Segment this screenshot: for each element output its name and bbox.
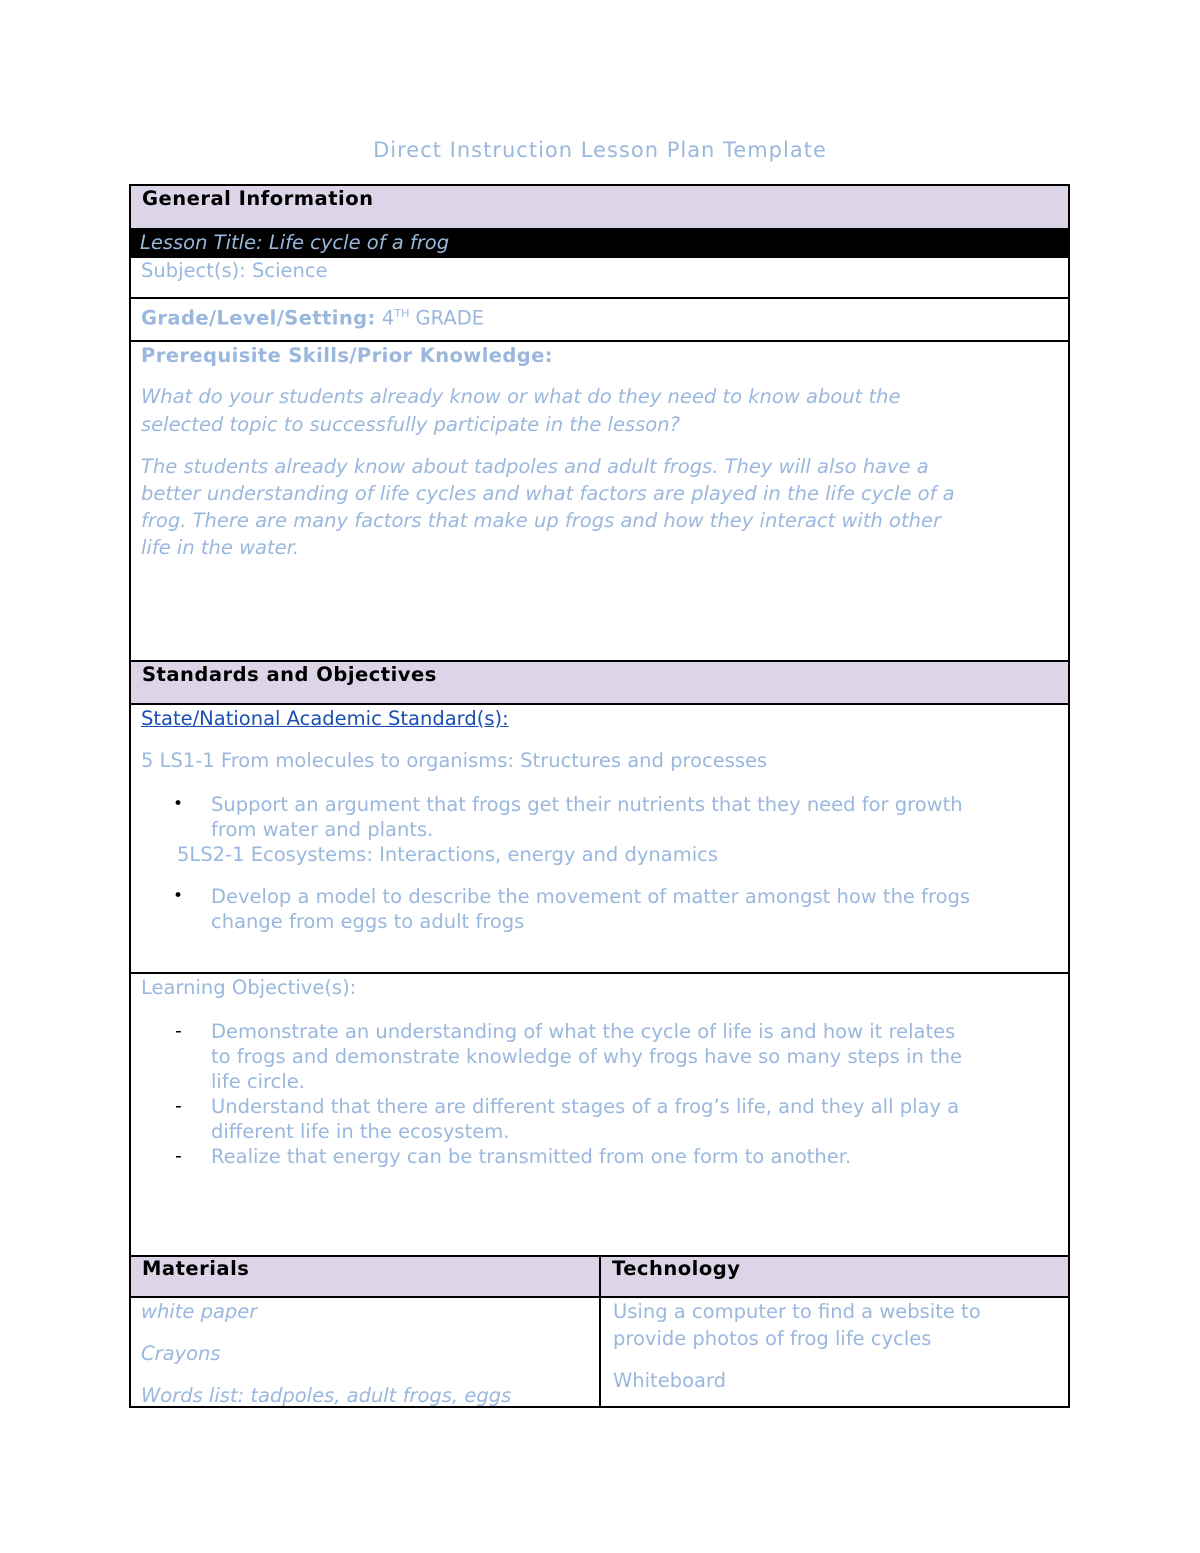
subjects-row [131,258,1068,298]
list-item-text: Demonstrate an understanding of what the cycle of life is and how it relates [211,1020,956,1043]
dash-marker: - [175,1095,182,1117]
list-item-text: Realize that energy can be transmitted from one form to another. [211,1145,852,1168]
column-divider [599,1255,601,1406]
standard-2: 5LS2-1 Ecosystems: Interactions, energy and dynamics [177,843,718,866]
list-item-text: Support an argument that frogs get their nutrients that they need for growth [211,793,963,816]
prereq-answer-line-1: The students already know about tadpoles and adult frogs. They will also have a [141,455,929,478]
prereq-row [131,340,1068,660]
technology-item-1-line-2: provide photos of frog life cycles [613,1327,932,1350]
general-info-header-text: General Information [142,187,374,210]
prereq-prompt-line-1: What do your students already know or what do they need to know about the [141,385,901,408]
list-item [141,884,1061,934]
list-item-text-cont: change from eggs to adult frogs [211,910,525,933]
technology-item-2: Whiteboard [613,1369,727,1392]
grade-word: GRADE [415,306,485,330]
technology-item-1-line-1: Using a computer to find a website to [613,1300,981,1323]
list-item-text-cont: from water and plants. [211,818,434,841]
prereq-answer-line-4: life in the water. [141,536,300,559]
general-info-header [131,186,1068,228]
objectives-label: Learning Objective(s): [141,976,357,999]
technology-header-text: Technology [612,1257,741,1280]
materials-item-3: Words list: tadpoles, adult frogs, eggs [141,1384,512,1407]
standards-header-text: Standards and Objectives [142,663,437,686]
lesson-plan-table [129,184,1070,1408]
list-item [141,792,1061,842]
bullet-marker: • [173,794,184,814]
prereq-answer-line-3: frog. There are many factors that make up frogs and how they interact with other [141,509,942,532]
list-item-text-cont: life circle. [211,1070,305,1093]
standards-link[interactable]: State/National Academic Standard(s): [141,707,509,730]
grade-text [141,300,484,332]
standard-1: 5 LS1-1 From molecules to organisms: Structures and processes [141,749,768,772]
grade-row [131,297,1068,340]
list-item-text: Understand that there are different stages of a frog’s life, and they all play a [211,1095,960,1118]
prereq-answer-line-2: better understanding of life cycles and what factors are played in the life cycle of a [141,482,955,505]
list-item [141,1094,1061,1144]
bullet-marker: • [173,886,184,906]
objectives-row [131,972,1068,1255]
prereq-prompt-line-2: selected topic to successfully participate in the lesson? [141,413,680,436]
standards-row [131,703,1068,973]
materials-item-2: Crayons [141,1342,221,1365]
document-title: Direct Instruction Lesson Plan Template [373,138,827,162]
list-item-text: Develop a model to describe the movement of matter amongst how the frogs [211,885,971,908]
standard-1-bullets [141,792,1061,842]
lesson-title-row [131,228,1068,258]
prereq-label: Prerequisite Skills/Prior Knowledge: [141,344,553,367]
grade-number: 4 [381,306,395,330]
grade-suffix: TH [394,307,410,320]
list-item [141,1144,1061,1169]
subjects-text: Subject(s): Science [141,259,328,282]
dash-marker: - [175,1145,182,1167]
list-item-text-cont: to frogs and demonstrate knowledge of why frogs have so many steps in the [211,1045,962,1068]
standards-header [131,660,1068,704]
list-item-text-cont: different life in the ecosystem. [211,1120,510,1143]
materials-header-text: Materials [142,1257,250,1280]
lesson-title: Lesson Title: Life cycle of a frog [140,231,450,254]
list-item [141,1019,1061,1094]
objectives-list [141,1019,1061,1169]
materials-item-1: white paper [141,1300,258,1323]
grade-label: Grade/Level/Setting: [141,306,376,330]
standard-2-bullets [141,884,1061,934]
dash-marker: - [175,1020,182,1042]
